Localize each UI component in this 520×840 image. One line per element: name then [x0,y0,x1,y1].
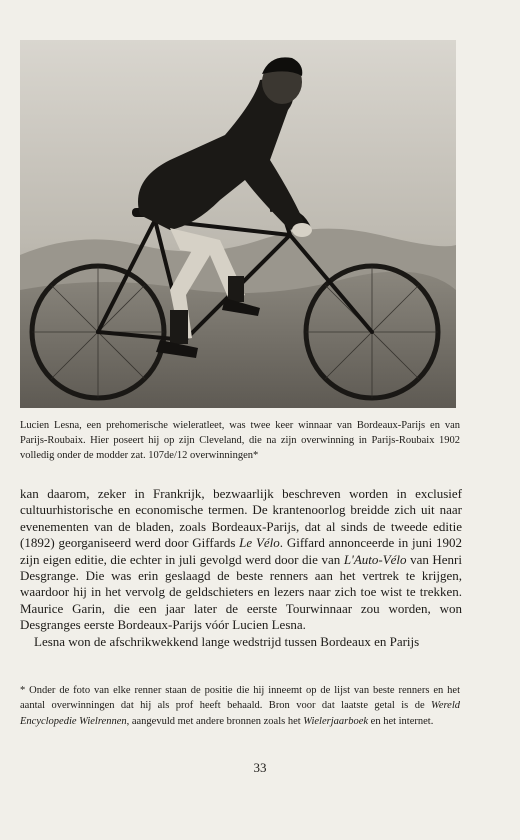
footnote-part-c: en het internet. [368,715,434,727]
paragraph-1-part-c: van Henri Desgrange. Die was erin geslaagd de beste renners aan het vertrek te krijgen, waardoor hij in het vervolg de geldschieters en lezers naar zich toe wist te trekken. Maurice Garin, die een jaar later de eerste Tourwinnaar zou worden, won Desgranges eerste Bordeaux-Parijs vóór Lucien Lesna. [20,551,463,633]
footnote-part-a: * Onder de foto van elke renner staan de positie die hij inneemt op de lijst van beste renners en het aantal overwinningen dat hij als prof heeft behaald. Bron voor dat laatste getal is de [20,685,460,712]
paragraph-1 [20,486,462,634]
footnote [20,683,460,729]
paragraph-1-part-a: kan daarom, zeker in Frankrijk, bezwaarlijk beschreven worden in exclusief cultuurhistorische en economische termen. De krantenoorlog breidde zich uit naar evenementen van de bladen, zoals Bordeaux-Parijs, dat al sinds de tweede editie (1892) georganiseerd werd door Giffards [20,486,462,551]
footnote-part-b: , aangevuld met andere bronnen zoals het [126,715,304,727]
photo-caption [20,418,460,463]
body-text [20,486,462,650]
page-number: 33 [253,760,267,775]
footnote-text [20,683,460,729]
cyclist-photo-icon [20,40,456,408]
paragraph-2: Lesna won de afschrikwekkend lange wedstrijd tussen Bordeaux en Parijs [34,633,420,649]
caption-text: Lucien Lesna, een prehomerische wieleratleet, was twee keer winnaar van Bordeaux-Parijs en van Parijs-Roubaix. Hier poseert hij op zijn Cleveland, die na zijn overwinning in Parijs-Roubaix 1902 volledig onder de modder zat. 107de/12 overwinningen* [20,420,460,461]
footnote-source-jaarboek: Wielerjaarboek [303,715,369,727]
footnote-source-encyclopedia: Wereld Encyclopedie Wielrennen [20,700,460,727]
newspaper-title-le-velo: Le Vélo [239,535,280,551]
paragraph-1-part-b: . Giffard annonceerde in juni 1902 zijn eigen editie, die echter in juli gevolgd werd door die van [20,535,462,567]
newspaper-title-auto-velo: L'Auto-Vélo [343,551,407,567]
cyclist-photo [20,40,456,408]
